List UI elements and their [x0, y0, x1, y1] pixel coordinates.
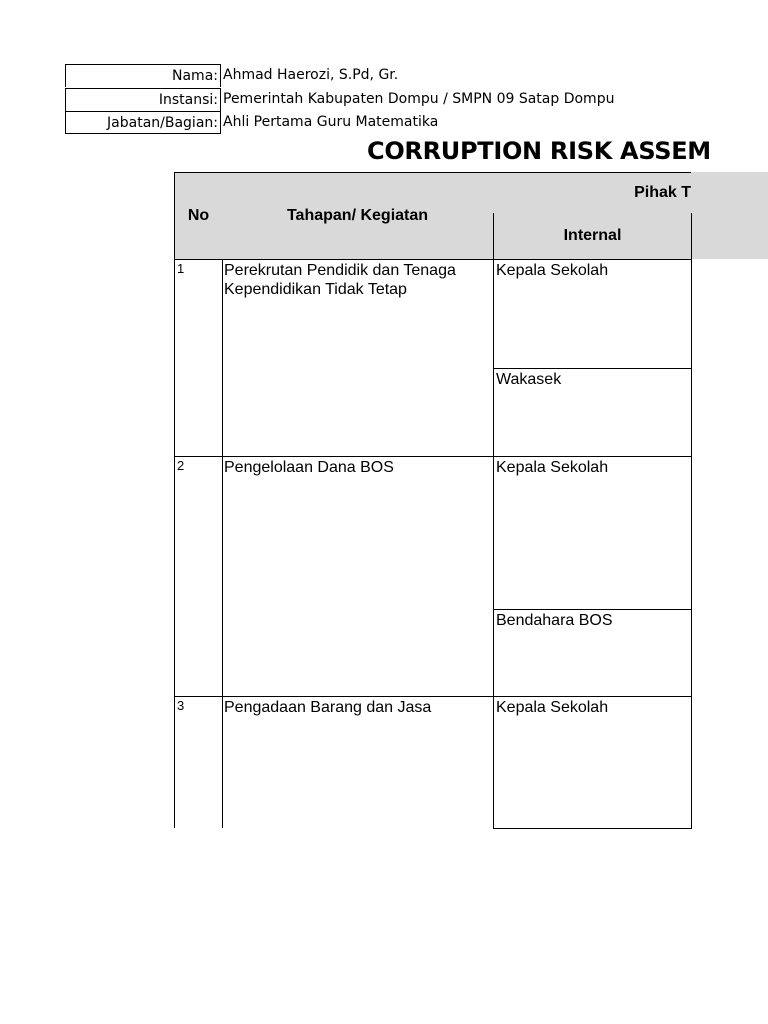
row-1-internal-1: Kepala Sekolah — [493, 259, 692, 369]
header-no: No — [174, 172, 223, 260]
row-3-no: 3 — [174, 696, 223, 828]
row-1-kegiatan: Perekrutan Pendidik dan Tenaga Kependidikan Tidak Tetap — [222, 259, 494, 457]
instansi-value: Pemerintah Kabupaten Dompu / SMPN 09 Satap Dompu — [223, 91, 615, 107]
row-2-internal-2: Bendahara BOS — [493, 609, 692, 697]
info-row-jabatan — [65, 111, 705, 134]
header-internal: Internal — [493, 213, 692, 260]
row-2-kegiatan: Pengelolaan Dana BOS — [222, 456, 494, 697]
document-title: CORRUPTION RISK ASSEM — [367, 137, 711, 165]
row-2-internal-1: Kepala Sekolah — [493, 456, 692, 610]
row-1-no: 1 — [174, 259, 223, 457]
row-2-no: 2 — [174, 456, 223, 697]
info-row-instansi — [65, 88, 705, 111]
nama-value: Ahmad Haerozi, S.Pd, Gr. — [223, 67, 399, 83]
nama-label: Nama: — [65, 64, 221, 87]
header-pihak: Pihak T — [493, 172, 691, 214]
row-3-internal-1: Kepala Sekolah — [493, 696, 692, 829]
header-kegiatan: Tahapan/ Kegiatan — [222, 172, 494, 260]
jabatan-value: Ahli Pertama Guru Matematika — [223, 114, 439, 130]
instansi-label: Instansi: — [65, 88, 221, 111]
info-row-nama — [65, 64, 705, 87]
row-1-internal-2: Wakasek — [493, 368, 692, 457]
header-extension — [691, 172, 768, 259]
jabatan-label: Jabatan/Bagian: — [65, 111, 221, 134]
row-3-kegiatan: Pengadaan Barang dan Jasa — [222, 696, 494, 828]
